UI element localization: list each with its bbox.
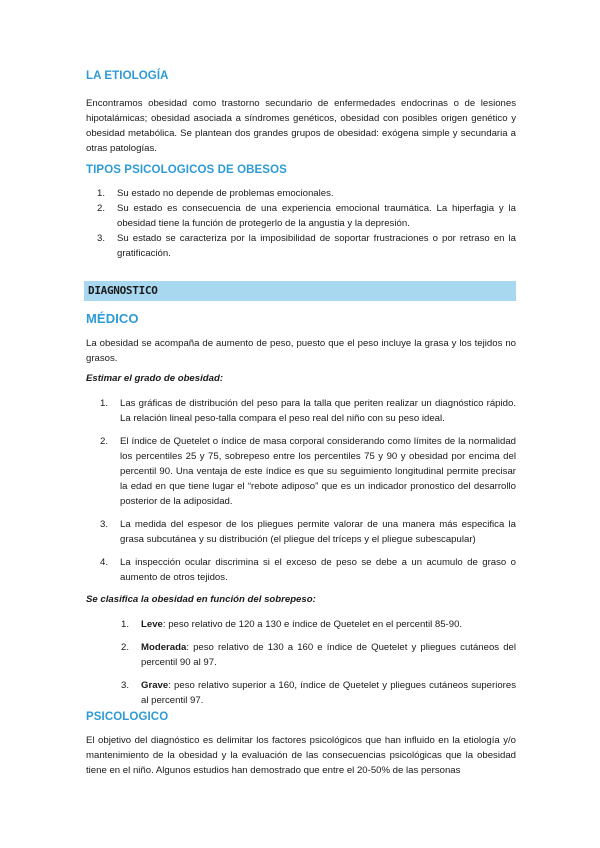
diagnostico-band	[84, 281, 516, 301]
list-item: 2. Moderada: peso relativo de 130 a 160 e índice de Quetelet y pliegues cutáneos del percentil 90 al 97.	[121, 642, 516, 668]
medico-paragraph: La obesidad se acompaña de aumento de peso, puesto que el peso incluye la grasa y los tejidos no grasos.	[86, 338, 516, 364]
tipos-list	[97, 186, 516, 261]
list-item: 1. Las gráficas de distribución del peso para la talla que periten realizar un diagnóstico rápido. La relación lineal peso-talla compara el peso real del niño con su peso ideal.	[100, 398, 516, 424]
list-item: 1. Su estado no depende de problemas emocionales.	[97, 188, 334, 199]
list-item: 4. La inspección ocular discrimina si el exceso de peso se debe a un acumulo de graso o aumento de otros tejidos.	[100, 557, 516, 583]
clasifica-heading: Se clasifica la obesidad en función del sobrepeso:	[86, 594, 316, 605]
medico-heading: MÉDICO	[86, 311, 139, 326]
estimar-heading: Estimar el grado de obesidad:	[86, 373, 224, 384]
tipos-heading: TIPOS PSICOLOGICOS DE OBESOS	[86, 164, 287, 176]
list-item: 2. El índice de Quetelet o índice de masa corporal considerando como límites de la normalidad los percentiles 25 y 75, sobrepeso entre los percentiles 75 y 90 y obesidad por encima del percentil 90. Una ventaja de este índice es que su seguimiento longitudinal permite precisar la edad en que tiene lugar el “rebote adiposo” que es un indicador pronostico del desarrollo posterior de la adiposidad.	[100, 436, 516, 507]
list-item: 3. Grave: peso relativo superior a 160, índice de Quetelet y pliegues cutáneos superiores al percentil 97.	[121, 680, 516, 706]
etiologia-paragraph: Encontramos obesidad como trastorno secundario de enfermedades endocrinas o de lesiones hipotalámicas; obesidad asociada a síndromes genéticos, obesidad con posibles origen genético y obesidad metabólica. Se plantean dos grandes grupos de obesidad: exógena simple y secundaria a otras patologías.	[86, 98, 516, 154]
psicologico-paragraph: El objetivo del diagnóstico es delimitar los factores psicológicos que han influido en la etiología y/o mantenimiento de la obesidad y la evaluación de las consecuencias psicológicas que la obesidad tiene en el niño. Algunos estudios han demostrado que entre el 20-50% de las personas	[86, 735, 516, 776]
clasifica-list	[121, 617, 516, 708]
list-item: 3. La medida del espesor de los pliegues permite valorar de una manera más especifica la grasa subcutánea y su distribución (el pliegue del tríceps y el pliegue subescapular)	[100, 519, 516, 545]
etiologia-heading: LA ETIOLOGÍA	[86, 70, 169, 82]
diagnostico-heading: DIAGNOSTICO	[88, 284, 158, 297]
list-item: 3. Su estado se caracteriza por la imposibilidad de soportar frustraciones o por retraso en la gratificación.	[97, 233, 516, 259]
list-item: 1. Leve: peso relativo de 120 a 130 e índice de Quetelet en el percentil 85-90.	[121, 619, 463, 630]
estimar-list	[100, 396, 516, 585]
list-item: 2. Su estado es consecuencia de una experiencia emocional traumática. La hiperfagia y la obesidad tiene la función de protegerlo de la angustia y la depresión.	[97, 203, 516, 229]
psicologico-heading: PSICOLOGICO	[86, 711, 169, 723]
